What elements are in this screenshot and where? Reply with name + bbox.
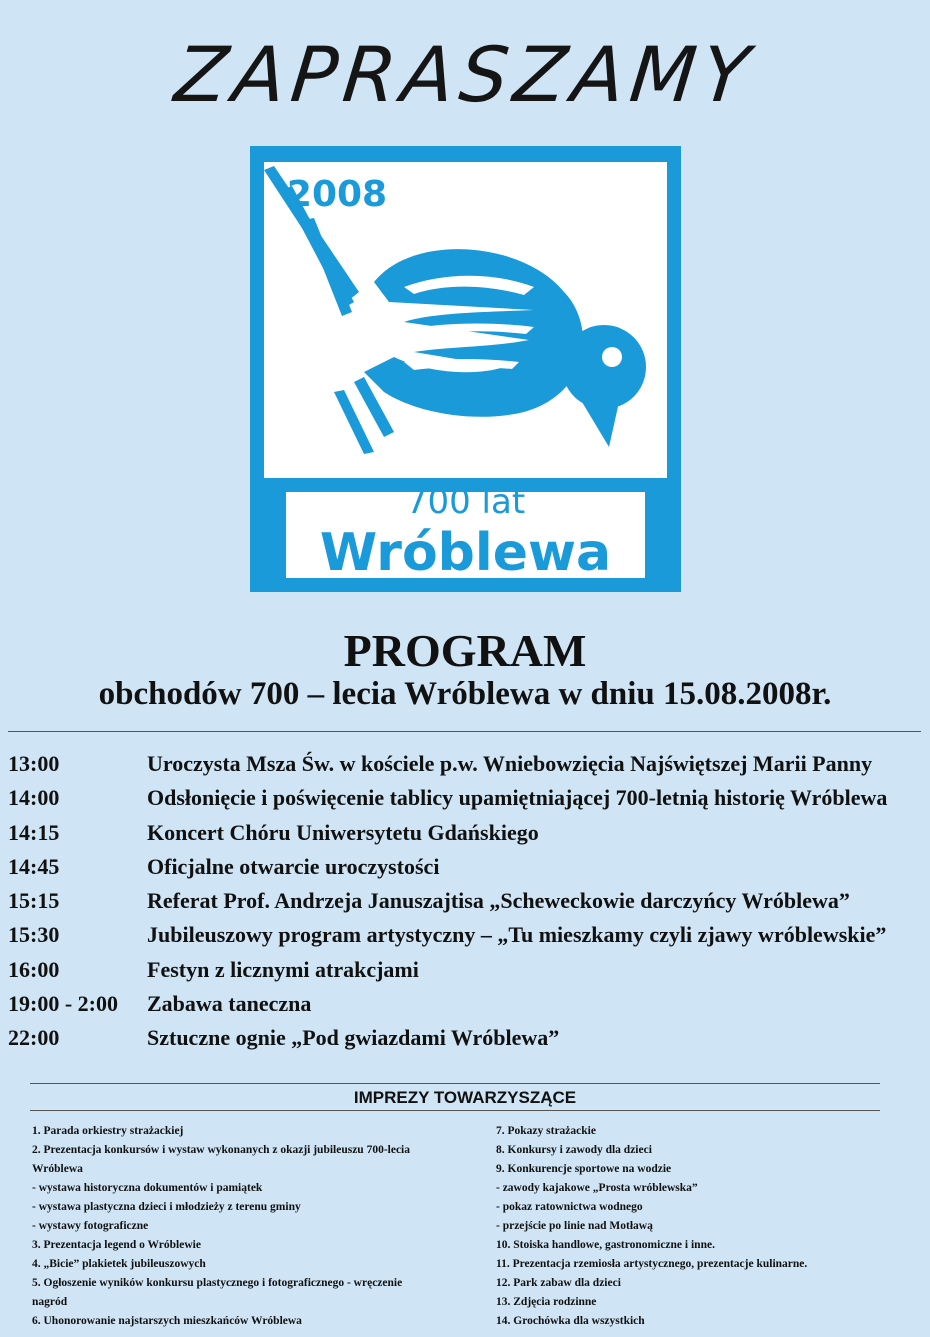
list-item: 12. Park zabaw dla dzieci <box>496 1277 621 1289</box>
list-item: nagród <box>32 1296 68 1308</box>
divider <box>8 731 921 732</box>
schedule-row <box>8 820 923 854</box>
schedule-event: Sztuczne ognie „Pod gwiazdami Wróblewa” <box>147 1025 560 1051</box>
logo-year: 2008 <box>286 174 388 215</box>
list-item: 5. Ogłoszenie wyników konkursu plastycznego i fotograficznego - wręczenie <box>32 1277 403 1289</box>
schedule-event: Uroczysta Msza Św. w kościele p.w. Wniebowzięcia Najświętszej Marii Panny <box>147 751 873 776</box>
list-item: Wróblewa <box>32 1163 83 1175</box>
list-item: - wystawa plastyczna dzieci i młodzieży z terenu gminy <box>32 1201 301 1213</box>
schedule-event: Oficjalne otwarcie uroczystości <box>147 853 440 879</box>
schedule-row <box>8 991 923 1025</box>
schedule-time: 15:15 <box>8 888 60 914</box>
schedule-row <box>8 1025 923 1059</box>
list-item: 10. Stoiska handlowe, gastronomiczne i inne. <box>496 1239 715 1251</box>
list-item: - wystawa historyczna dokumentów i pamiątek <box>32 1182 263 1194</box>
schedule-time: 19:00 - 2:00 <box>8 991 118 1017</box>
list-item: 7. Pokazy strażackie <box>496 1125 596 1137</box>
list-item: 1. Parada orkiestry strażackiej <box>32 1125 184 1137</box>
list-item: - zawody kajakowe „Prosta wróblewska” <box>496 1182 698 1194</box>
list-item: 11. Prezentacja rzemiosła artystycznego, prezentacje kulinarne. <box>496 1258 808 1270</box>
schedule-time: 14:15 <box>8 819 60 845</box>
side-events-left <box>32 1122 472 1331</box>
list-item: 9. Konkurencje sportowe na wodzie <box>496 1163 672 1175</box>
list-item: - przejście po linie nad Motławą <box>496 1220 653 1232</box>
schedule-row <box>8 957 923 991</box>
schedule-row <box>8 785 923 819</box>
logo-town-name: Wróblewa <box>319 523 612 583</box>
schedule-event: Referat Prof. Andrzeja Januszajtisa „Scheweckowie darczyńcy Wróblewa” <box>147 888 850 914</box>
schedule-row <box>8 854 923 888</box>
list-item: 4. „Bicie” plakietek jubileuszowych <box>32 1258 206 1270</box>
list-item: 13. Zdjęcia rodzinne <box>496 1296 597 1308</box>
list-item: 6. Uhonorowanie najstarszych mieszkańców Wróblewa <box>32 1315 302 1327</box>
schedule-event: Odsłonięcie i poświęcenie tablicy upamiętniającej 700-letnią historię Wróblewa <box>147 785 888 811</box>
schedule-event: Koncert Chóru Uniwersytetu Gdańskiego <box>147 819 539 845</box>
schedule-row <box>8 922 923 956</box>
schedule-event: Festyn z licznymi atrakcjami <box>147 956 419 982</box>
schedule-event: Zabawa taneczna <box>147 991 312 1017</box>
schedule-time: 14:00 <box>8 785 60 811</box>
schedule-event: Jubileuszowy program artystyczny – „Tu mieszkamy czyli zjawy wróblewskie” <box>147 922 887 948</box>
schedule-row <box>8 751 923 785</box>
list-item: - pokaz ratownictwa wodnego <box>496 1201 643 1213</box>
schedule-time: 22:00 <box>8 1025 60 1051</box>
list-item: 14. Grochówka dla wszystkich <box>496 1315 645 1327</box>
list-item: 2. Prezentacja konkursów i wystaw wykonanych z okazji jubileuszu 700-lecia <box>32 1144 411 1156</box>
side-events-title: IMPREZY TOWARZYSZĄCE <box>353 1088 577 1107</box>
divider <box>30 1083 880 1084</box>
program-title: PROGRAM <box>343 625 587 676</box>
program-subtitle: obchodów 700 – lecia Wróblewa w dniu 15.08.2008r. <box>98 676 832 712</box>
schedule-time: 13:00 <box>8 751 60 776</box>
schedule-row <box>8 888 923 922</box>
list-item: - wystawy fotograficzne <box>32 1220 149 1232</box>
divider <box>30 1110 880 1111</box>
logo-subtitle: 700 lat <box>405 482 526 522</box>
list-item: 8. Konkursy i zawody dla dzieci <box>496 1144 652 1156</box>
schedule-time: 14:45 <box>8 853 60 879</box>
schedule-time: 16:00 <box>8 956 60 982</box>
schedule-time: 15:30 <box>8 922 60 948</box>
side-events-right <box>496 1122 916 1331</box>
list-item: 3. Prezentacja legend o Wróblewie <box>32 1239 201 1251</box>
schedule-list <box>8 751 923 1060</box>
headline: ZAPRASZAMY <box>170 30 760 119</box>
